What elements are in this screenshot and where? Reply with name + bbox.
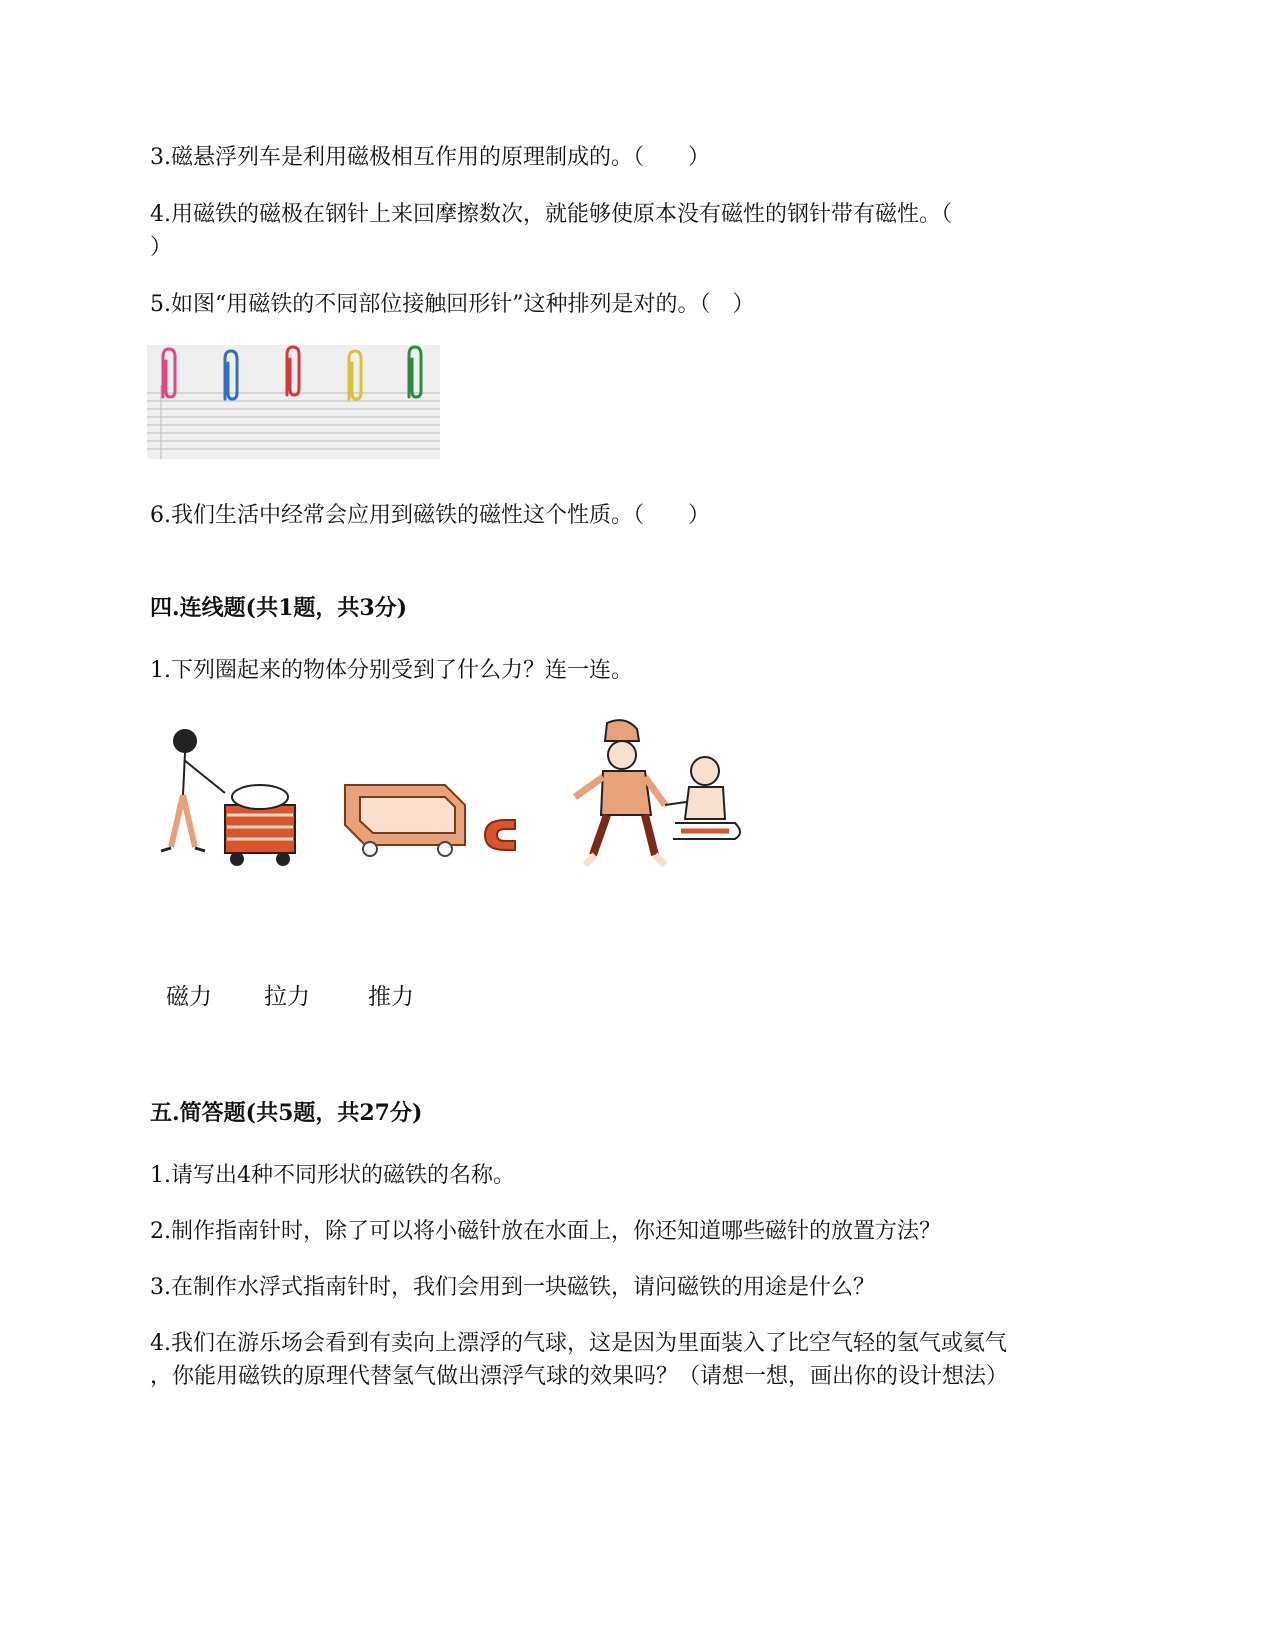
section-5-question-2: 2.制作指南针时，除了可以将小磁针放在水面上，你还知道哪些磁针的放置方法？ bbox=[150, 1219, 941, 1244]
force-illustration bbox=[145, 715, 745, 875]
section-5-question-3: 3.在制作水浮式指南针时，我们会用到一块磁铁，请问磁铁的用途是什么？ bbox=[150, 1275, 875, 1300]
section-4-heading: 四.连线题(共1题，共3分) bbox=[150, 595, 408, 621]
paper-background bbox=[147, 345, 440, 459]
horseshoe-magnet bbox=[485, 820, 515, 850]
section-5-question-4-line1: 4.我们在游乐场会看到有卖向上漂浮的气球，这是因为里面装入了比空气轻的氢气或氦气 bbox=[150, 1331, 1007, 1356]
section-5-question-1: 1.请写出4种不同形状的磁铁的名称。 bbox=[150, 1163, 515, 1188]
question-6: 6.我们生活中经常会应用到磁铁的磁性这个性质。（ ） bbox=[150, 503, 710, 528]
paperclip-figure bbox=[147, 345, 440, 459]
section-4-question-1: 1.下列圈起来的物体分别受到了什么力？连一连。 bbox=[150, 658, 633, 683]
force-label-push: 推力 bbox=[368, 984, 414, 1010]
question-3: 3.磁悬浮列车是利用磁极相互作用的原理制成的。（ ） bbox=[150, 145, 710, 170]
cart-with-magnet bbox=[345, 785, 515, 856]
boy-pushing-cart bbox=[161, 730, 295, 865]
question-4-line1: 4.用磁铁的磁极在钢针上来回摩擦数次，就能够使原本没有磁性的钢针带有磁性。（ bbox=[150, 202, 952, 227]
force-label-magnetic: 磁力 bbox=[166, 984, 212, 1010]
question-4-line2: ） bbox=[150, 235, 173, 260]
man-pulling-sled bbox=[575, 720, 740, 865]
question-5: 5.如图“用磁铁的不同部位接触回形针”这种排列是对的。（ ） bbox=[150, 292, 755, 317]
force-label-pull: 拉力 bbox=[264, 984, 310, 1010]
section-5-question-4-line2: ，你能用磁铁的原理代替氢气做出漂浮气球的效果吗？（请想一想，画出你的设计想法） bbox=[150, 1364, 1009, 1389]
section-5-heading: 五.简答题(共5题，共27分) bbox=[150, 1100, 423, 1126]
